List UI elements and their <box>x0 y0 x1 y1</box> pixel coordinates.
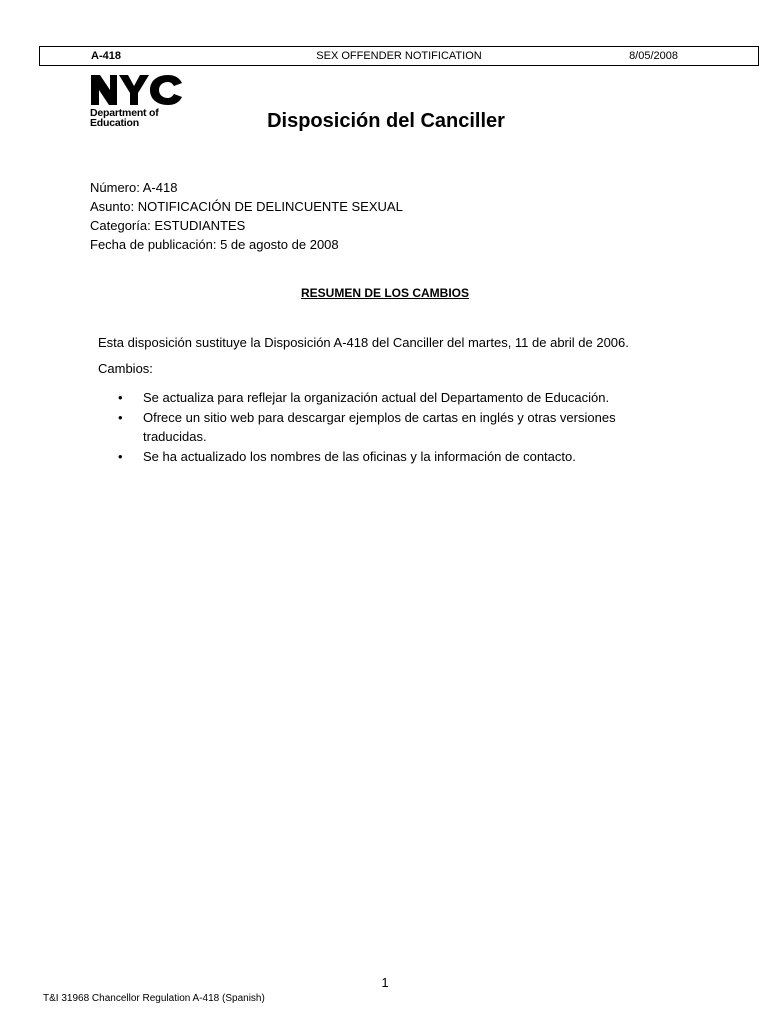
changes-list <box>98 388 678 466</box>
footer-reference: T&I 31968 Chancellor Regulation A-418 (Spanish) <box>43 993 265 1004</box>
summary-heading: RESUMEN DE LOS CAMBIOS <box>300 286 469 300</box>
nyc-wordmark-logo-icon <box>90 74 184 108</box>
list-item <box>98 408 678 447</box>
change-text: Se ha actualizado los nombres de las oficinas y la información de contacto. <box>143 448 576 464</box>
meta-subject: Asunto: NOTIFICACIÓN DE DELINCUENTE SEXUAL <box>90 199 403 214</box>
list-item <box>98 447 678 467</box>
change-text: Ofrece un sitio web para descargar ejemplos de cartas en inglés y otras versiones traducidas. <box>143 409 616 444</box>
bullet-icon: • <box>118 448 123 464</box>
meta-publication-date: Fecha de publicación: 5 de agosto de 2008 <box>90 237 339 252</box>
change-text: Se actualiza para reflejar la organización actual del Departamento de Educación. <box>143 390 610 405</box>
bullet-icon: • <box>118 390 123 405</box>
document-header-bar <box>39 46 759 66</box>
bullet-icon: • <box>118 409 123 425</box>
document-title: Disposición del Canciller <box>267 110 505 132</box>
header-title: SEX OFFENDER NOTIFICATION <box>316 50 482 62</box>
logo-text-line2: Education <box>90 117 139 129</box>
changes-label: Cambios: <box>98 361 153 376</box>
header-date: 8/05/2008 <box>629 50 678 62</box>
list-item <box>98 388 678 408</box>
intro-paragraph: Esta disposición sustituye la Disposición A-418 del Canciller del martes, 11 de abril de 2006. <box>98 335 629 350</box>
meta-category: Categoría: ESTUDIANTES <box>90 218 246 233</box>
logo-text-line1: Department of <box>90 107 159 119</box>
header-regulation-code: A-418 <box>91 50 121 62</box>
document-metadata <box>90 178 403 254</box>
meta-number: Número: A-418 <box>90 180 178 195</box>
page-number: 1 <box>381 975 389 990</box>
